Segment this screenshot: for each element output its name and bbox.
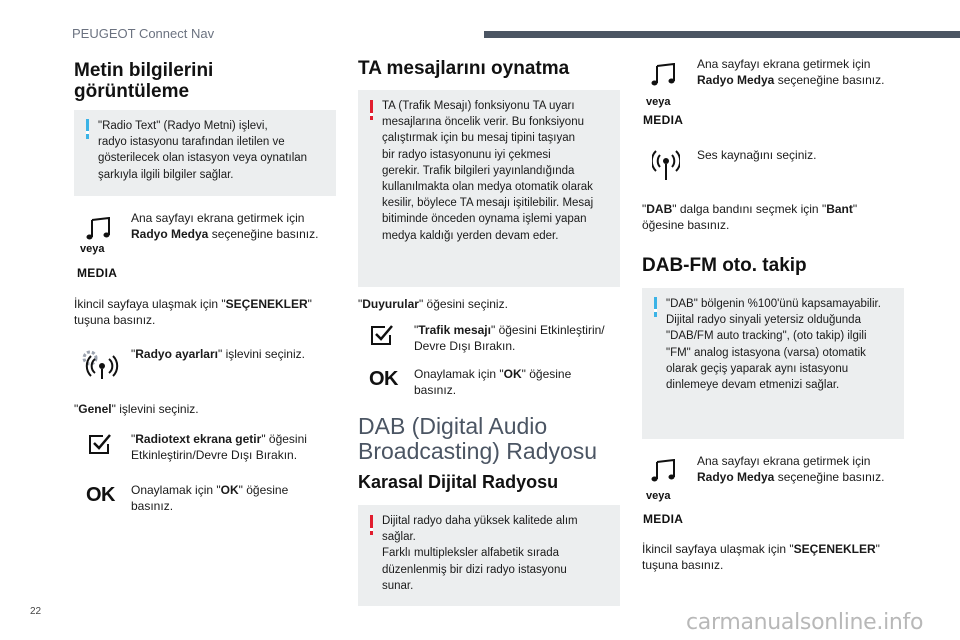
warning-marker xyxy=(370,100,373,120)
step-confirm-ok: Onaylamak için "OK" öğesine basınız. xyxy=(131,483,289,513)
step-confirm-ok: Onaylamak için "OK" öğesine basınız. xyxy=(414,367,572,397)
veya-label: veya xyxy=(80,243,105,255)
terrestrial-digital-heading: Karasal Dijital Radyosu xyxy=(358,472,559,492)
media-button-label: MEDIA xyxy=(643,512,684,526)
step-open-radio-media: Ana sayfayı ekrana getirmek için Radyo Medya seçeneğine basınız. xyxy=(697,454,885,484)
header-bar xyxy=(484,31,960,38)
step-open-radio-media: Ana sayfayı ekrana getirmek için Radyo Medya seçeneğine basınız. xyxy=(131,211,319,241)
radio-source-icon xyxy=(652,148,680,182)
info-box-radiotext xyxy=(74,110,336,196)
paragraph-options: İkincil sayfaya ulaşmak için "SEÇENEKLER" tuşuna basınız. xyxy=(74,297,312,327)
veya-label: veya xyxy=(646,490,671,502)
warning-box-ta xyxy=(358,90,620,287)
warning-marker xyxy=(370,515,373,535)
info-text: "Radio Text" (Radyo Metni) işlevi, radyo istasyonu tarafından iletilen ve gösterilecek olan istasyon veya oynatılan şarkıyla ilgili bilgiler sağlar. xyxy=(98,120,308,181)
page-number: 22 xyxy=(30,606,42,617)
info-marker xyxy=(654,297,657,317)
media-button-label: MEDIA xyxy=(77,266,118,280)
info-text: "DAB" bölgenin %100'ünü kapsamayabilir. Dijital radyo sinyali yetersiz olduğunda "DAB/FM auto tracking", (oto takip) ilgili "FM" analog istasyona (varsa) otomatik olarak geçiş yaparak aynı istasyonu dinlemeye devam etmenizi sağlar. xyxy=(666,298,881,392)
warning-text: Dijital radyo daha yüksek kalitede alım sağlar. Farklı multipleksler alfabetik sırada düzenlenmiş bir dizi radyo istasyonu sunar. xyxy=(382,515,578,592)
music-note-icon xyxy=(86,217,112,241)
media-button-label: MEDIA xyxy=(643,113,684,127)
dab-fm-heading: DAB-FM oto. takip xyxy=(642,255,807,276)
left-heading: Metin bilgilerini görüntüleme xyxy=(74,60,214,102)
music-note-icon xyxy=(651,63,677,87)
music-note-icon xyxy=(651,459,677,483)
ok-button-label: OK xyxy=(86,484,115,506)
ok-button-label: OK xyxy=(369,368,398,390)
dab-section-heading: DAB (Digital Audio Broadcasting) Radyosu xyxy=(358,413,598,464)
warning-text: TA (Trafik Mesajı) fonksiyonu TA uyarı mesajlarına öncelik verir. Bu fonksiyonu çalıştırmak için bu mesaj tipini taşıyan bir radyo istasyonunu iyi çekmesi gerekir. Trafik bilgileri yayınlandığında kullanılmakta olan medya otomatik olarak kesilir, böylece TA mesajı işitilebilir. Mesaj bitiminde önceden oynama işlemi yapan medya kaldığı yerden devam eder. xyxy=(382,100,594,242)
paragraph-options: İkincil sayfaya ulaşmak için "SEÇENEKLER" tuşuna basınız. xyxy=(642,542,880,572)
paragraph-announcements: "Duyurular" öğesini seçiniz. xyxy=(358,297,508,311)
radio-settings-icon xyxy=(80,348,120,380)
paragraph-general: "Genel" işlevini seçiniz. xyxy=(74,402,199,416)
watermark: carmanualsonline.info xyxy=(686,610,924,635)
paragraph-dab-band: "DAB" dalga bandını seçmek için "Bant" öğesine basınız. xyxy=(642,202,858,232)
step-radiotext-toggle: "Radiotext ekrana getir" öğesini Etkinleştirin/Devre Dışı Bırakın. xyxy=(131,432,307,462)
info-marker xyxy=(86,119,89,139)
step-select-source: Ses kaynağını seçiniz. xyxy=(697,148,817,162)
step-open-radio-media: Ana sayfayı ekrana getirmek için Radyo Medya seçeneğine basınız. xyxy=(697,57,885,87)
veya-label: veya xyxy=(646,96,671,108)
warning-box-digital xyxy=(358,505,620,606)
info-box-dab-fm xyxy=(642,288,904,439)
checkbox-icon xyxy=(370,324,394,346)
step-radio-settings: "Radyo ayarları" işlevini seçiniz. xyxy=(131,347,305,361)
checkbox-icon xyxy=(88,433,112,455)
step-traffic-message-toggle: "Trafik mesajı" öğesini Etkinleştirin/ Devre Dışı Bırakın. xyxy=(414,323,605,353)
running-header: PEUGEOT Connect Nav xyxy=(72,26,215,41)
middle-heading: TA mesajlarını oynatma xyxy=(358,58,570,79)
